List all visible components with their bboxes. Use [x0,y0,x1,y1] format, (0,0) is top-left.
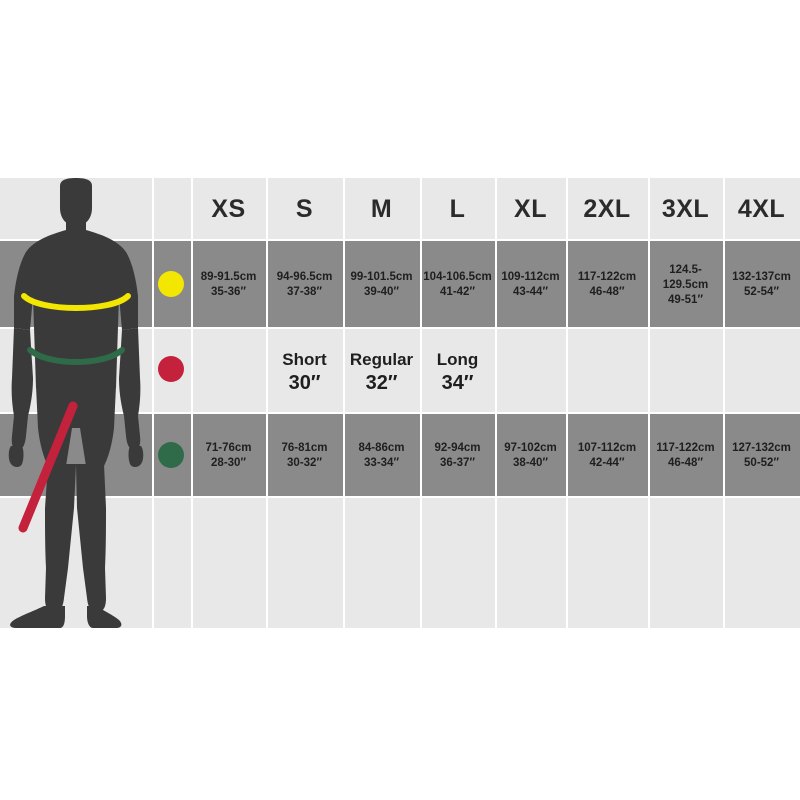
value-in: 39-40″ [364,286,399,298]
column-header-4xl: 4XL [737,195,786,223]
value-in: 46-48″ [589,286,625,298]
value-in: 43-44″ [513,286,548,298]
cell-waist-3xl [648,414,723,498]
leg-number: 34″ [441,371,474,394]
body-silhouette [0,178,152,628]
cell-waist-xs [191,414,266,498]
cell-leg-xl [495,329,566,414]
value-cm: 94-96.5cm [276,271,333,283]
value-cm: 132-137cm [732,271,791,283]
column-header-l: L [449,195,466,223]
leg-number: 32″ [365,371,398,394]
value-cm: 76-81cm [281,442,328,454]
value-cm: 97-102cm [504,442,557,454]
value-cm: 89-91.5cm [200,271,257,283]
cell-chest-xl [495,241,566,329]
cell-waist-2xl [566,414,648,498]
cell-chest-m [343,241,420,329]
value-in: 38-40″ [513,457,548,469]
cell-waist-s [266,414,343,498]
cell-waist-xl [495,414,566,498]
cell-chest-l [420,241,495,329]
cell-leg-2xl [566,329,648,414]
value-in: 49-51″ [668,293,703,306]
value-in: 28-30″ [211,457,246,469]
cell-leg-l [420,329,495,414]
value-cm: 117-122cm [656,442,715,454]
cell-chest-3xl [648,241,723,329]
value-cm: 84-86cm [358,442,405,454]
value-in: 42-44″ [589,457,625,469]
value-in: 36-37″ [440,457,475,469]
column-header-xs: XS [211,195,246,223]
value-cm: 99-101.5cm [350,271,413,283]
cell-chest-xs [191,241,266,329]
column-header-2xl: 2XL [583,195,631,223]
value-in: 46-48″ [668,457,703,469]
column-header-m: M [370,195,393,223]
grid-vline [152,178,154,628]
leg-label: Regular [349,349,414,369]
value-cm: 117-122cm [577,271,637,283]
value-in: 52-54″ [744,286,779,298]
value-in: 50-52″ [744,457,779,469]
cell-waist-4xl [723,414,800,498]
value-cm: 109-112cm [501,271,560,283]
leg-number: 30″ [288,371,321,394]
cell-waist-m [343,414,420,498]
chest-marker-dot [158,271,184,297]
value-cm: 71-76cm [205,442,252,454]
cell-chest-4xl [723,241,800,329]
value-in: 35-36″ [211,286,246,298]
value-in: 37-38″ [287,286,322,298]
leg-label: Short [282,349,327,369]
cell-chest-2xl [566,241,648,329]
value-cm: 92-94cm [434,442,481,454]
column-header-xl: XL [514,195,547,223]
value-cm: 124.5-129.5cm [662,263,709,291]
value-in: 41-42″ [440,286,475,298]
column-header-s: S [295,195,314,223]
cell-leg-m [343,329,420,414]
leg-label: Long [436,349,479,369]
value-in: 30-32″ [287,457,322,469]
cell-leg-3xl [648,329,723,414]
cell-waist-l [420,414,495,498]
waist-marker-dot [158,442,184,468]
value-cm: 104-106.5cm [423,271,492,283]
value-in: 33-34″ [364,457,399,469]
value-cm: 127-132cm [732,442,791,454]
leg-length-marker-dot [158,356,184,382]
column-header-3xl: 3XL [661,195,710,223]
cell-leg-4xl [723,329,800,414]
cell-leg-xs [191,329,266,414]
cell-leg-s [266,329,343,414]
value-cm: 107-112cm [577,442,637,454]
cell-chest-s [266,241,343,329]
